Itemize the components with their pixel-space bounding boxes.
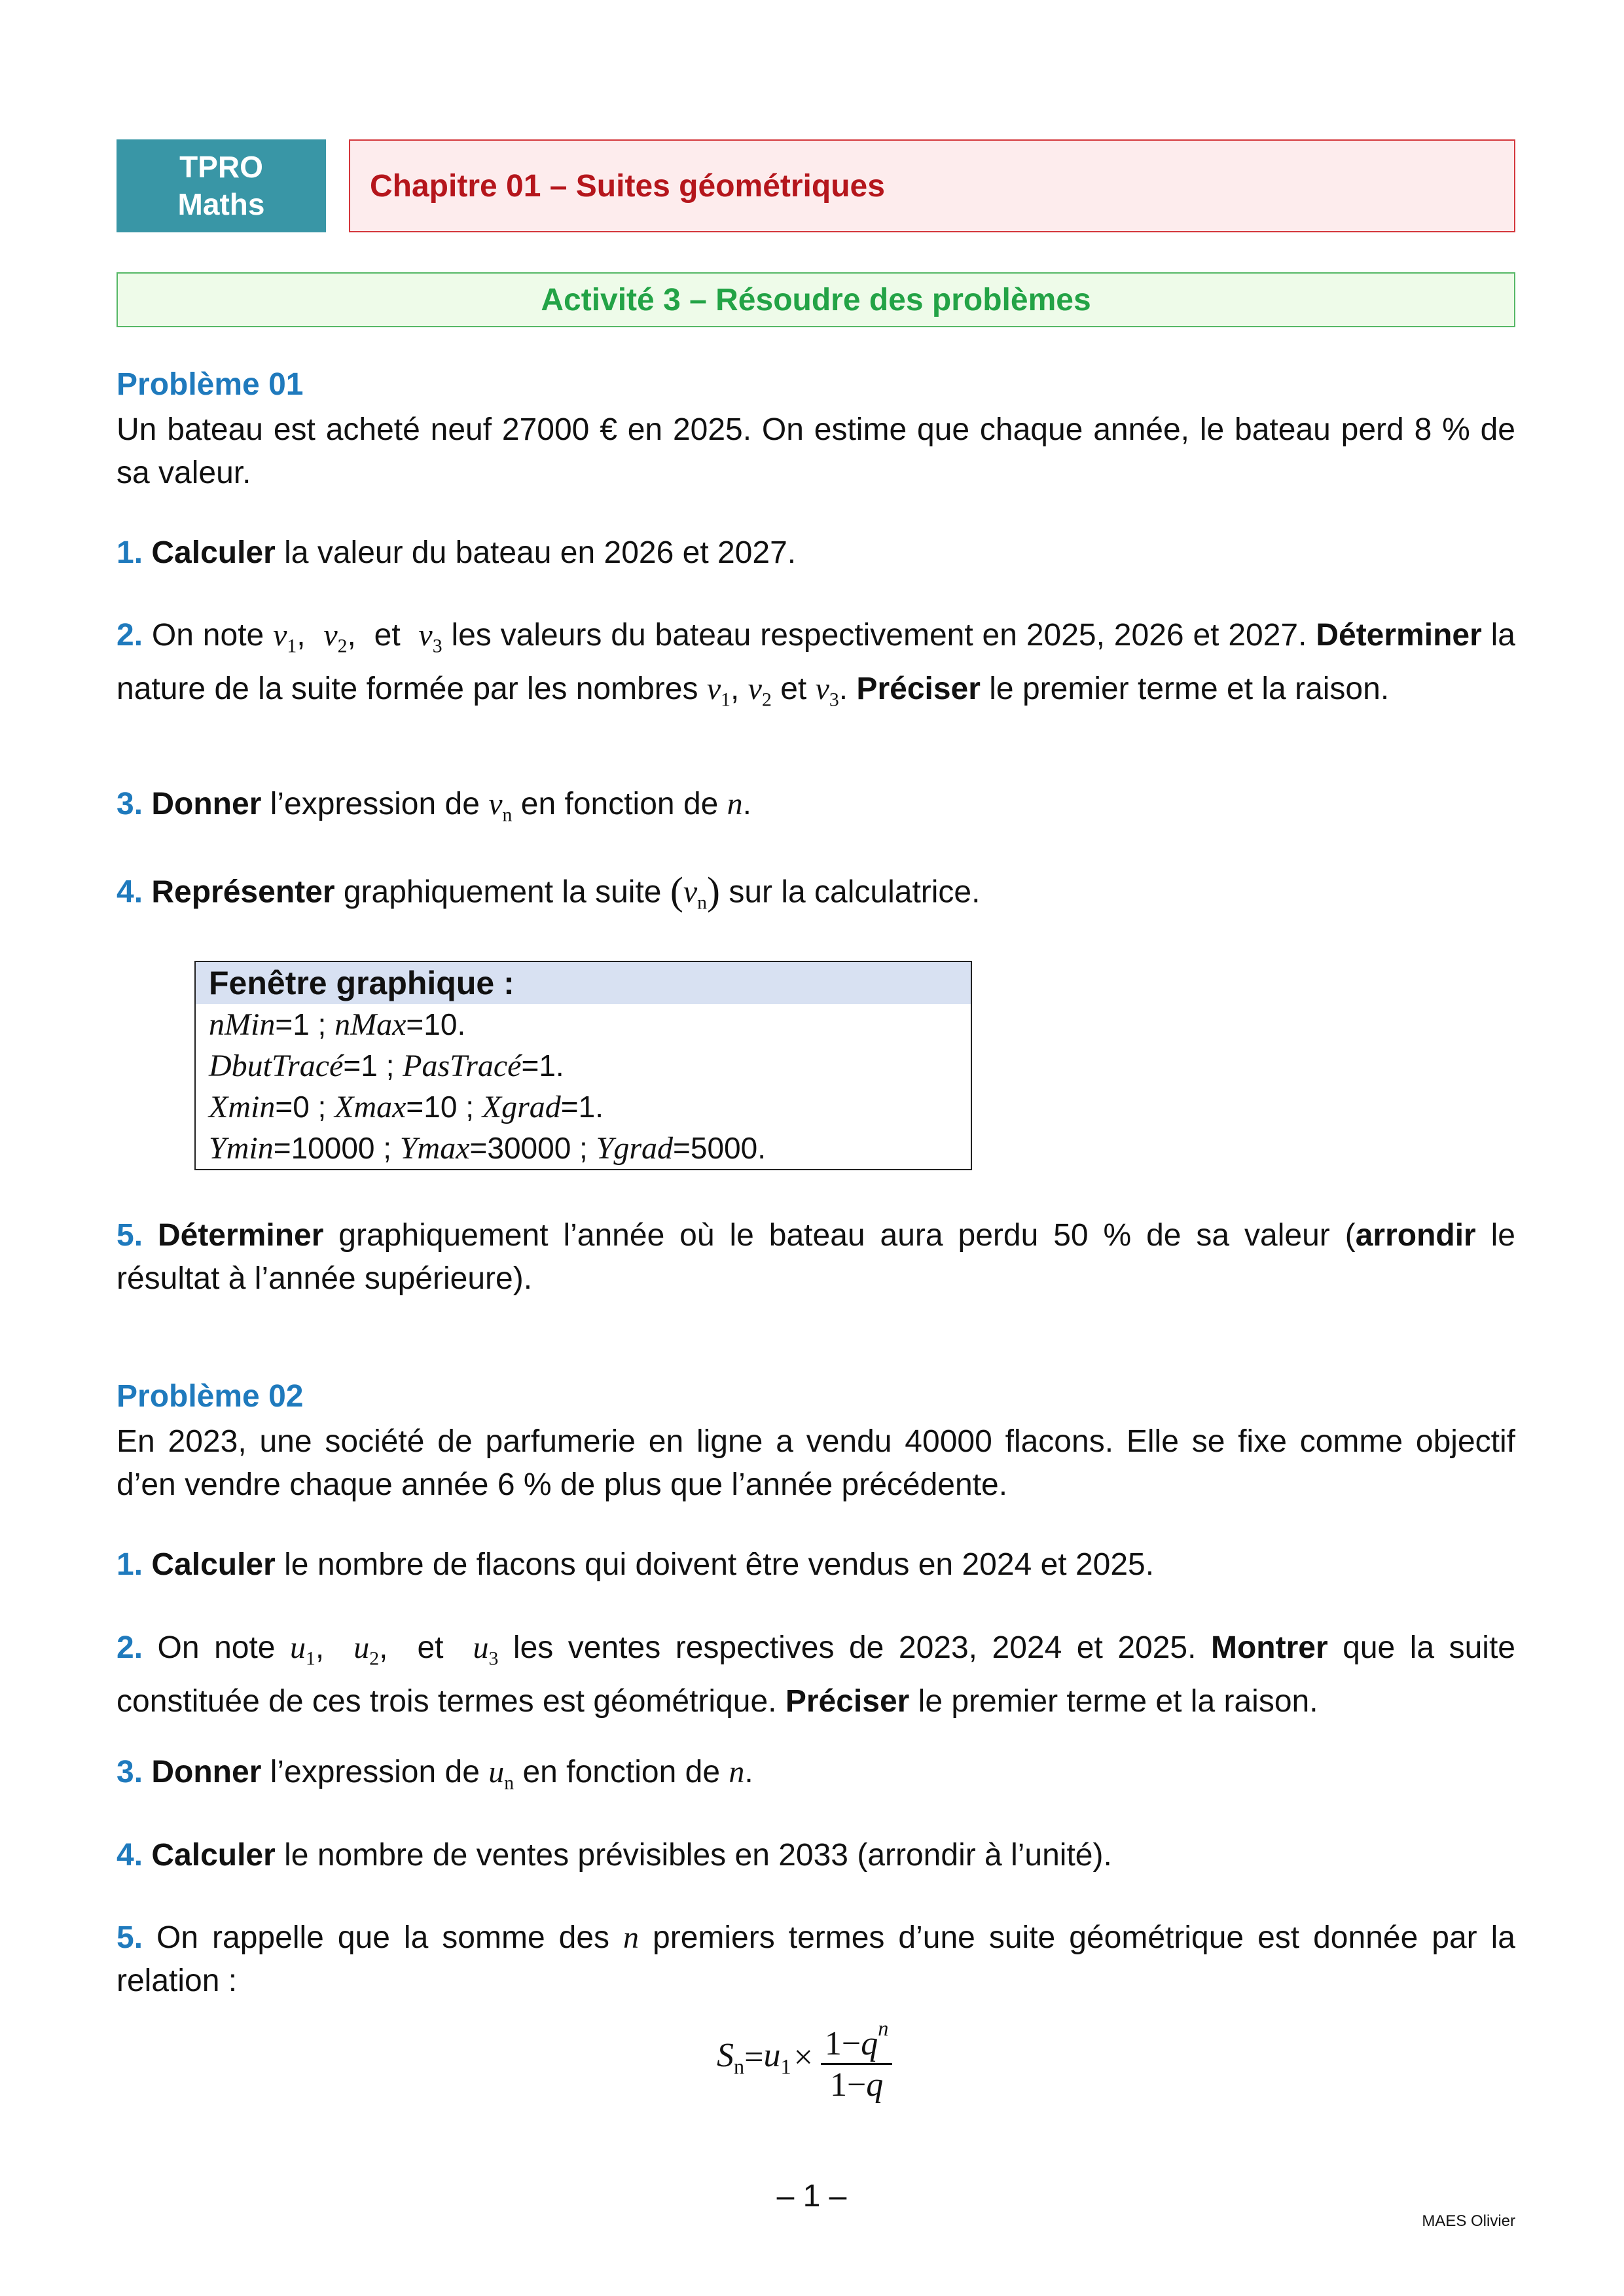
chapter-title: Chapitre 01 – Suites géométriques	[370, 168, 885, 204]
math-vn: $v_n$	[488, 787, 513, 826]
question-text: et	[771, 672, 816, 707]
math-u1: $u_1$	[290, 1630, 316, 1670]
question-verb: Déterminer	[1316, 618, 1482, 653]
question-text: les valeurs du bateau respectivement en 2025, 2026 et 2027.	[442, 618, 1316, 653]
math-u2: $u_2$	[353, 1630, 380, 1670]
graph-window-line: DbutTracé=1 ; PasTracé=1.	[209, 1049, 564, 1083]
math-n: n	[623, 1920, 640, 1955]
question-text: On note	[143, 1630, 291, 1665]
question-text: le nombre de ventes prévisibles en 2033 (arrondir à l’unité).	[275, 1838, 1112, 1873]
math-sequence-vn: $(v_n)$	[670, 870, 720, 914]
problem1-question-2: 2. On note $v_1$, $v_2$, et $v_3$ les valeurs du bateau respectivement en 2025, 2026 et 2027. Déterminer la nature de la suite formée par les nombres $v_1$, $v_2$ et $v_3$. Préciser le premier terme et la raison.	[117, 618, 1515, 711]
question-number: 1.	[117, 535, 143, 570]
activity-title: Activité 3 – Résoudre des problèmes	[541, 282, 1091, 317]
question-verb: Calculer	[151, 1838, 276, 1873]
question-text: graphiquement l’année où le bateau aura perdu 50 % de sa valeur (	[323, 1218, 1356, 1253]
question-text: la nature de la suite formée par les nombres	[117, 618, 1515, 707]
level-badge	[117, 139, 326, 232]
author-name: MAES Olivier	[1422, 2212, 1515, 2230]
question-text: premiers termes d’une suite géométrique est donnée par la relation :	[117, 1920, 1516, 1998]
question-text: en fonction de	[512, 787, 727, 821]
formula-fraction	[821, 2009, 892, 2106]
math-u3: $u_3$	[473, 1630, 499, 1670]
chapter-title-box	[349, 139, 1515, 232]
question-text: le premier terme et la raison.	[909, 1684, 1318, 1719]
math-v2: $v_2$	[323, 618, 348, 657]
question-verb: Donner	[151, 1755, 262, 1789]
math-n: n	[729, 1755, 745, 1789]
question-text: graphiquement la suite	[334, 874, 670, 910]
math-v1: $v_1$	[706, 672, 731, 711]
question-text: le résultat à l’année supérieure).	[117, 1218, 1515, 1296]
problem2-intro: En 2023, une société de parfumerie en ligne a vendu 40000 flacons. Elle se fixe comme objectif d’en vendre chaque année 6 % de plus que l’année précédente.	[117, 1424, 1515, 1502]
question-number: 5.	[117, 1920, 143, 1955]
problem2-question-4	[117, 1834, 1515, 1877]
question-verb: Montrer	[1210, 1630, 1328, 1665]
math-un: $u_n$	[488, 1755, 514, 1794]
question-verb: Préciser	[785, 1684, 910, 1719]
problem2-question-5	[117, 1916, 1515, 2003]
math-n: n	[727, 787, 743, 821]
graph-window-title: Fenêtre graphique :	[196, 962, 971, 1004]
math-v3: $v_3$	[815, 672, 839, 711]
formula-denominator: 1−q	[829, 2066, 884, 2104]
question-verb: Calculer	[151, 1547, 276, 1582]
question-verb: Préciser	[856, 672, 981, 707]
question-verb: Donner	[151, 787, 262, 821]
question-text: l’expression de	[261, 1755, 489, 1789]
math-v1-v2-v3: $v_1$	[273, 618, 297, 657]
problem1-title: Problème 01	[117, 367, 304, 402]
question-text: l’expression de	[261, 787, 489, 821]
formula-numerator: $1-q^n$	[824, 2017, 889, 2063]
question-verb: Déterminer	[157, 1218, 324, 1253]
badge-subject: Maths	[177, 187, 265, 221]
graph-window-line: Ymin=10000 ; Ymax=30000 ; Ygrad=5000.	[209, 1131, 766, 1166]
problem2-question-2: 2. On note $u_1$, $u_2$, et $u_3$ les ventes respectives de 2023, 2024 et 2025. Montrer que la suite constituée de ces trois termes est géométrique. Préciser le premier terme et la raison.	[117, 1630, 1515, 1719]
question-text: les ventes respectives de 2023, 2024 et 2025.	[498, 1630, 1211, 1665]
problem1-question-4	[117, 870, 1515, 925]
question-text: que la suite constituée de ces trois termes est géométrique.	[117, 1630, 1515, 1719]
question-number: 5.	[117, 1218, 143, 1253]
question-number: 4.	[117, 874, 143, 910]
problem1-question-3: 3. Donner l’expression de $v_n$ en fonction de n.	[117, 787, 752, 826]
question-number: 2.	[117, 1630, 143, 1665]
question-verb: Représenter	[151, 874, 335, 910]
sum-formula: $S_n$ = $u_1$ × $\frac{1-q^n}{1-q}$	[717, 2009, 892, 2106]
math-v2: $v_2$	[748, 672, 772, 711]
activity-title-box	[117, 272, 1515, 327]
graph-window-line: Xmin=0 ; Xmax=10 ; Xgrad=1.	[209, 1090, 604, 1124]
problem2-question-1	[117, 1543, 1515, 1587]
graph-window-line: nMin=1 ; nMax=10.	[209, 1007, 466, 1042]
question-text: On note	[143, 618, 274, 653]
question-number: 1.	[117, 1547, 143, 1582]
question-text: la valeur du bateau en 2026 et 2027.	[275, 535, 797, 570]
question-verb: arrondir	[1355, 1218, 1476, 1253]
problem2-title: Problème 02	[117, 1379, 304, 1414]
question-number: 2.	[117, 618, 143, 653]
problem1-question-5	[117, 1214, 1515, 1300]
question-text: le nombre de flacons qui doivent être vendus en 2024 et 2025.	[275, 1547, 1155, 1582]
formula-lhs: $S_n$	[717, 2036, 745, 2079]
graph-window-box	[194, 961, 972, 1170]
question-text: sur la calculatrice.	[719, 874, 981, 910]
question-text: en fonction de	[514, 1755, 729, 1789]
page-number: – 1 –	[776, 2179, 847, 2214]
problem2-question-3: 3. Donner l’expression de $u_n$ en fonction de n.	[117, 1755, 753, 1794]
question-verb: Calculer	[151, 535, 276, 570]
question-number: 3.	[117, 787, 143, 821]
formula-u1: $u_1$	[763, 2036, 791, 2079]
question-text: le premier terme et la raison.	[980, 672, 1390, 707]
problem1-question-1	[117, 531, 1515, 575]
badge-level: TPRO	[179, 150, 263, 185]
question-text: On rappelle que la somme des	[143, 1920, 624, 1955]
math-v3: $v_3$	[418, 618, 442, 657]
question-number: 4.	[117, 1838, 143, 1873]
problem1-intro: Un bateau est acheté neuf 27000 € en 2025. On estime que chaque année, le bateau perd 8 % de sa valeur.	[117, 412, 1515, 490]
question-number: 3.	[117, 1755, 143, 1789]
